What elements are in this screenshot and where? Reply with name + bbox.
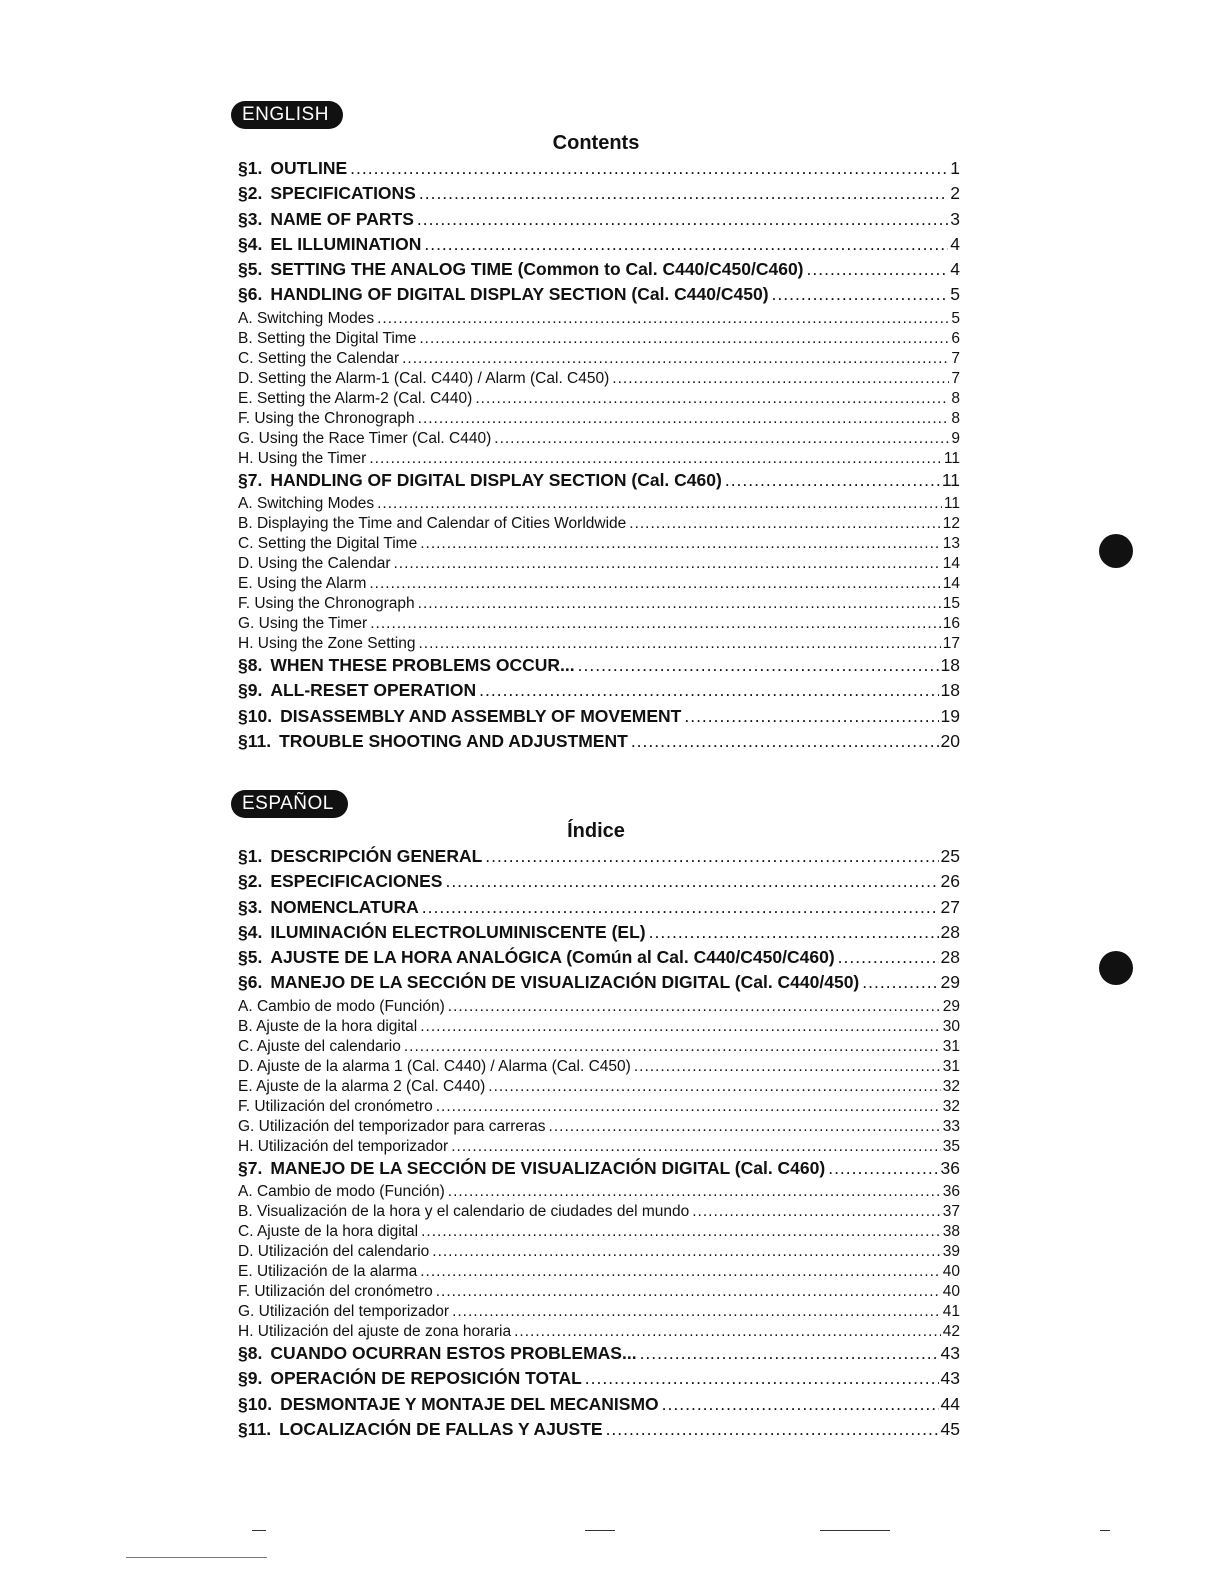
toc-page-number: 19: [940, 705, 960, 726]
toc-page-number: 1: [950, 158, 960, 178]
toc-subsection-row: [238, 1203, 960, 1223]
toc-leader-dots: [419, 330, 949, 348]
toc-entry-title: E. Setting the Alarm-2 (Cal. C440): [238, 389, 473, 407]
toc-entry-title: G. Utilización del temporizador para carreras: [238, 1117, 546, 1135]
toc-leader-dots: [612, 370, 949, 388]
toc-subsection-row: [238, 1303, 960, 1323]
toc-section-row: [238, 706, 960, 731]
toc-entry-title: OUTLINE: [270, 158, 348, 178]
toc-entry-title: DESCRIPCIÓN GENERAL: [270, 846, 483, 866]
toc-leader-dots: [634, 1058, 941, 1076]
espanol-toc: [238, 846, 960, 1444]
toc-entry-title: NOMENCLATURA: [270, 896, 419, 917]
toc-page-number: 4: [950, 233, 960, 254]
toc-section-number: §11.: [238, 730, 272, 751]
toc-page-number: 28: [940, 947, 960, 968]
toc-page-number: 7: [951, 349, 960, 367]
toc-page-number: 3: [950, 208, 960, 229]
toc-entry-title: B. Displaying the Time and Calendar of Cities Worldwide: [238, 515, 627, 533]
espanol-heading: Índice: [567, 820, 625, 842]
toc-section-number: §5.: [238, 259, 263, 280]
toc-section-row: [238, 158, 960, 183]
toc-page-number: 14: [942, 575, 960, 593]
toc-page-number: 11: [943, 449, 960, 467]
toc-entry-title: G. Using the Timer: [238, 615, 368, 633]
toc-section-row: [238, 1343, 960, 1368]
toc-page-number: 43: [940, 1343, 960, 1364]
toc-section-number: §10.: [238, 1393, 273, 1414]
toc-entry-title: DESMONTAJE Y MONTAJE DEL MECANISMO: [280, 1393, 659, 1414]
toc-entry-title: C. Setting the Digital Time: [238, 535, 418, 553]
toc-page-number: 28: [940, 921, 960, 942]
toc-subsection-row: [238, 575, 960, 595]
toc-section-row: [238, 897, 960, 922]
toc-page-number: 8: [951, 409, 960, 427]
toc-entry-title: F. Utilización del cronómetro: [238, 1097, 433, 1115]
toc-subsection-row: [238, 1078, 960, 1098]
toc-leader-dots: [394, 555, 941, 573]
toc-subsection-row: [238, 515, 960, 535]
toc-leader-dots: [448, 998, 941, 1016]
toc-leader-dots: [862, 972, 938, 993]
toc-entry-title: A. Cambio de modo (Función): [238, 1183, 445, 1201]
toc-leader-dots: [421, 1223, 941, 1241]
toc-page-number: 17: [942, 635, 960, 653]
toc-page-number: 4: [950, 259, 960, 280]
toc-subsection-row: [238, 1223, 960, 1243]
toc-entry-title: MANEJO DE LA SECCIÓN DE VISUALIZACIÓN DIGITAL (Cal. C460): [270, 1157, 826, 1178]
toc-entry-title: D. Setting the Alarm-1 (Cal. C440) / Alarm (Cal. C450): [238, 369, 610, 387]
toc-entry-title: A. Switching Modes: [238, 495, 375, 513]
toc-leader-dots: [419, 635, 941, 653]
toc-leader-dots: [350, 158, 948, 179]
toc-page-number: 6: [951, 329, 960, 347]
toc-section-row: [238, 922, 960, 947]
toc-section-row: [238, 209, 960, 234]
toc-section-row: [238, 259, 960, 284]
toc-section-row: [238, 947, 960, 972]
toc-leader-dots: [479, 680, 938, 701]
toc-subsection-row: [238, 1138, 960, 1158]
toc-page-number: 38: [942, 1223, 960, 1241]
toc-leader-dots: [606, 1419, 939, 1440]
toc-page-number: 43: [940, 1368, 960, 1389]
toc-subsection-row: [238, 1038, 960, 1058]
toc-leader-dots: [436, 1098, 941, 1116]
toc-leader-dots: [629, 515, 940, 533]
toc-subsection-row: [238, 1098, 960, 1118]
toc-page-number: 42: [942, 1323, 960, 1341]
toc-section-number: §8.: [238, 655, 263, 676]
toc-page-number: 35: [942, 1137, 960, 1155]
margin-dot-2: [1099, 951, 1133, 985]
toc-section-number: §8.: [238, 1343, 263, 1364]
toc-leader-dots: [420, 1018, 941, 1036]
toc-entry-title: B. Visualización de la hora y el calendario de ciudades del mundo: [238, 1203, 690, 1221]
toc-subsection-row: [238, 1118, 960, 1138]
toc-subsection-row: [238, 998, 960, 1018]
toc-section-number: §1.: [238, 158, 263, 178]
toc-page-number: 27: [940, 896, 960, 917]
toc-entry-title: F. Utilización del cronómetro: [238, 1283, 433, 1301]
toc-leader-dots: [692, 1203, 941, 1221]
footer-mark: [252, 1530, 266, 1531]
toc-subsection-row: [238, 390, 960, 410]
toc-page-number: 32: [942, 1097, 960, 1115]
toc-entry-title: C. Setting the Calendar: [238, 349, 400, 367]
footer-rule: [126, 1557, 267, 1558]
toc-leader-dots: [402, 350, 949, 368]
toc-leader-dots: [436, 1283, 941, 1301]
toc-leader-dots: [662, 1394, 939, 1415]
english-heading: Contents: [552, 132, 640, 154]
toc-page-number: 37: [942, 1203, 960, 1221]
toc-page-number: 36: [942, 1183, 960, 1201]
toc-entry-title: TROUBLE SHOOTING AND ADJUSTMENT: [279, 730, 628, 751]
toc-page-number: 41: [942, 1303, 960, 1321]
toc-subsection-row: [238, 1058, 960, 1078]
toc-entry-title: MANEJO DE LA SECCIÓN DE VISUALIZACIÓN DIGITAL (Cal. C440/450): [270, 972, 860, 993]
toc-entry-title: ILUMINACIÓN ELECTROLUMINISCENTE (EL): [270, 921, 646, 942]
toc-section-row: [238, 1419, 960, 1444]
toc-subsection-row: [238, 350, 960, 370]
toc-section-number: §11.: [238, 1418, 272, 1439]
toc-leader-dots: [369, 575, 940, 593]
toc-section-row: [238, 470, 960, 495]
toc-page-number: 30: [942, 1017, 960, 1035]
toc-subsection-row: [238, 1018, 960, 1038]
toc-section-row: [238, 655, 960, 680]
toc-section-row: [238, 1158, 960, 1183]
toc-entry-title: CUANDO OCURRAN ESTOS PROBLEMAS...: [270, 1343, 637, 1364]
toc-entry-title: G. Utilización del temporizador: [238, 1303, 450, 1321]
toc-leader-dots: [585, 1368, 939, 1389]
toc-entry-title: H. Using the Zone Setting: [238, 635, 416, 653]
toc-section-row: [238, 1368, 960, 1393]
toc-subsection-row: [238, 410, 960, 430]
toc-leader-dots: [725, 470, 940, 491]
toc-page-number: 16: [942, 615, 960, 633]
toc-page-number: 2: [950, 183, 960, 204]
toc-leader-dots: [640, 1343, 939, 1364]
toc-page-number: 33: [942, 1117, 960, 1135]
toc-entry-title: H. Utilización del temporizador: [238, 1137, 449, 1155]
toc-section-number: §9.: [238, 680, 263, 701]
toc-entry-title: H. Using the Timer: [238, 449, 367, 467]
toc-subsection-row: [238, 635, 960, 655]
toc-entry-title: H. Utilización del ajuste de zona horaria: [238, 1323, 512, 1341]
toc-leader-dots: [420, 535, 941, 553]
toc-page-number: 29: [940, 972, 960, 993]
toc-page-number: 11: [941, 469, 960, 490]
toc-page-number: 18: [940, 680, 960, 701]
toc-section-number: §7.: [238, 1157, 263, 1178]
toc-entry-title: ALL-RESET OPERATION: [270, 680, 477, 701]
toc-leader-dots: [451, 1138, 941, 1156]
toc-page-number: 40: [942, 1283, 960, 1301]
toc-entry-title: EL ILLUMINATION: [270, 233, 422, 254]
toc-section-row: [238, 871, 960, 896]
toc-leader-dots: [420, 1263, 941, 1281]
toc-subsection-row: [238, 450, 960, 470]
toc-page-number: 25: [940, 846, 960, 866]
toc-section-number: §4.: [238, 921, 263, 942]
toc-leader-dots: [424, 234, 948, 255]
margin-dot-1: [1099, 534, 1133, 568]
toc-leader-dots: [448, 1183, 941, 1201]
toc-subsection-row: [238, 1243, 960, 1263]
toc-page-number: 20: [940, 730, 960, 751]
toc-entry-title: D. Ajuste de la alarma 1 (Cal. C440) / Alarma (Cal. C450): [238, 1057, 631, 1075]
toc-entry-title: F. Using the Chronograph: [238, 595, 415, 613]
english-badge: ENGLISH: [231, 101, 343, 129]
toc-entry-title: WHEN THESE PROBLEMS OCCUR...: [270, 655, 575, 676]
toc-leader-dots: [485, 846, 938, 867]
toc-section-row: [238, 284, 960, 309]
toc-page-number: 45: [940, 1418, 960, 1439]
toc-entry-title: A. Cambio de modo (Función): [238, 997, 445, 1015]
toc-entry-title: G. Using the Race Timer (Cal. C440): [238, 429, 492, 447]
toc-entry-title: SPECIFICATIONS: [270, 183, 416, 204]
toc-section-row: [238, 680, 960, 705]
toc-leader-dots: [494, 430, 949, 448]
toc-leader-dots: [578, 655, 939, 676]
toc-page-number: 5: [951, 309, 960, 327]
toc-page-number: 11: [943, 495, 960, 513]
toc-entry-title: A. Switching Modes: [238, 309, 375, 327]
toc-leader-dots: [377, 310, 949, 328]
toc-entry-title: NAME OF PARTS: [270, 208, 414, 229]
toc-entry-title: C. Ajuste de la hora digital: [238, 1223, 419, 1241]
toc-section-number: §3.: [238, 896, 263, 917]
toc-page-number: 32: [942, 1077, 960, 1095]
toc-section-number: §5.: [238, 947, 263, 968]
toc-entry-title: DISASSEMBLY AND ASSEMBLY OF MOVEMENT: [280, 705, 682, 726]
toc-page-number: 5: [950, 284, 960, 305]
espanol-badge: ESPAÑOL: [231, 790, 348, 818]
toc-entry-title: C. Ajuste del calendario: [238, 1037, 401, 1055]
toc-leader-dots: [549, 1118, 941, 1136]
toc-page-number: 31: [942, 1057, 960, 1075]
toc-subsection-row: [238, 370, 960, 390]
toc-subsection-row: [238, 555, 960, 575]
toc-section-row: [238, 234, 960, 259]
footer-mark: [585, 1530, 615, 1531]
toc-page-number: 15: [942, 595, 960, 613]
toc-section-number: §2.: [238, 871, 263, 892]
toc-entry-title: E. Using the Alarm: [238, 575, 367, 593]
toc-leader-dots: [404, 1038, 941, 1056]
toc-leader-dots: [475, 390, 949, 408]
toc-leader-dots: [417, 209, 948, 230]
toc-entry-title: B. Setting the Digital Time: [238, 329, 417, 347]
toc-leader-dots: [370, 615, 941, 633]
toc-subsection-row: [238, 1263, 960, 1283]
toc-leader-dots: [445, 871, 938, 892]
toc-entry-title: AJUSTE DE LA HORA ANALÓGICA (Común al Cal. C440/C450/C460): [270, 947, 835, 968]
toc-subsection-row: [238, 430, 960, 450]
toc-page-number: 29: [942, 997, 960, 1015]
toc-entry-title: B. Ajuste de la hora digital: [238, 1017, 418, 1035]
toc-section-number: §3.: [238, 208, 263, 229]
toc-entry-title: E. Utilización de la alarma: [238, 1263, 418, 1281]
toc-section-number: §6.: [238, 284, 263, 305]
toc-subsection-row: [238, 330, 960, 350]
toc-section-number: §4.: [238, 233, 263, 254]
toc-leader-dots: [419, 183, 948, 204]
toc-page-number: 26: [940, 871, 960, 892]
toc-section-row: [238, 972, 960, 997]
toc-page-number: 40: [942, 1263, 960, 1281]
toc-subsection-row: [238, 595, 960, 615]
toc-subsection-row: [238, 535, 960, 555]
toc-leader-dots: [422, 897, 939, 918]
toc-section-row: [238, 183, 960, 208]
toc-section-number: §2.: [238, 183, 263, 204]
toc-section-row: [238, 731, 960, 756]
toc-leader-dots: [838, 947, 939, 968]
toc-section-number: §1.: [238, 846, 263, 866]
toc-page-number: 9: [951, 429, 960, 447]
toc-leader-dots: [418, 595, 941, 613]
toc-section-row: [238, 1394, 960, 1419]
toc-page-number: 36: [940, 1157, 960, 1178]
toc-page-number: 31: [942, 1037, 960, 1055]
toc-entry-title: LOCALIZACIÓN DE FALLAS Y AJUSTE: [279, 1418, 603, 1439]
toc-section-row: [238, 846, 960, 871]
toc-entry-title: F. Using the Chronograph: [238, 409, 415, 427]
toc-leader-dots: [418, 410, 950, 428]
toc-page-number: 8: [951, 389, 960, 407]
toc-section-number: §6.: [238, 972, 263, 993]
toc-leader-dots: [807, 259, 949, 280]
toc-entry-title: D. Utilización del calendario: [238, 1243, 430, 1261]
toc-leader-dots: [432, 1243, 940, 1261]
footer-mark: [820, 1530, 890, 1531]
toc-leader-dots: [631, 731, 939, 752]
toc-entry-title: HANDLING OF DIGITAL DISPLAY SECTION (Cal. C460): [270, 469, 722, 490]
toc-page-number: 39: [942, 1243, 960, 1261]
toc-entry-title: HANDLING OF DIGITAL DISPLAY SECTION (Cal. C440/C450): [270, 284, 769, 305]
toc-leader-dots: [452, 1303, 941, 1321]
toc-entry-title: ESPECIFICACIONES: [270, 871, 443, 892]
toc-leader-dots: [369, 450, 942, 468]
toc-leader-dots: [514, 1323, 941, 1341]
toc-page-number: 44: [940, 1393, 960, 1414]
toc-page-number: 14: [942, 555, 960, 573]
toc-subsection-row: [238, 1323, 960, 1343]
footer-mark: [1100, 1530, 1110, 1531]
toc-page-number: 7: [951, 369, 960, 387]
toc-leader-dots: [828, 1158, 938, 1179]
toc-page-number: 18: [940, 655, 960, 676]
toc-leader-dots: [684, 706, 938, 727]
toc-section-number: §9.: [238, 1368, 263, 1389]
toc-leader-dots: [488, 1078, 940, 1096]
toc-leader-dots: [649, 922, 939, 943]
toc-subsection-row: [238, 1283, 960, 1303]
toc-page-number: 12: [942, 515, 960, 533]
toc-section-number: §10.: [238, 705, 273, 726]
toc-section-number: §7.: [238, 469, 263, 490]
toc-subsection-row: [238, 495, 960, 515]
toc-subsection-row: [238, 1183, 960, 1203]
toc-page-number: 13: [942, 535, 960, 553]
toc-entry-title: D. Using the Calendar: [238, 555, 391, 573]
toc-subsection-row: [238, 615, 960, 635]
toc-entry-title: E. Ajuste de la alarma 2 (Cal. C440): [238, 1077, 486, 1095]
toc-entry-title: SETTING THE ANALOG TIME (Common to Cal. C440/C450/C460): [270, 259, 804, 280]
toc-leader-dots: [377, 495, 942, 513]
toc-leader-dots: [772, 284, 949, 305]
toc-subsection-row: [238, 310, 960, 330]
toc-entry-title: OPERACIÓN DE REPOSICIÓN TOTAL: [270, 1368, 582, 1389]
english-toc: [238, 158, 960, 756]
